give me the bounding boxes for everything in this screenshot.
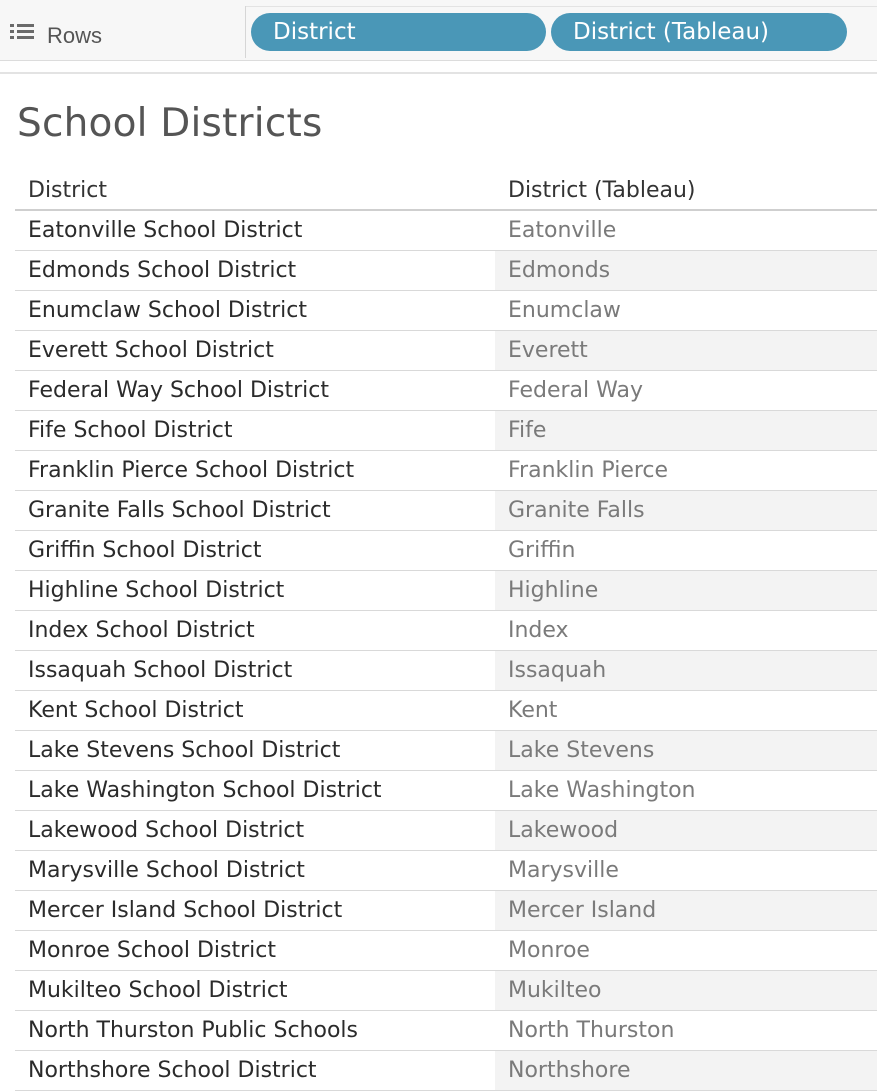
table-row[interactable] [15, 371, 877, 411]
district-name: Eatonville School District [28, 218, 303, 243]
district-tableau-name: Mukilteo [508, 978, 602, 1003]
district-cell[interactable] [15, 211, 495, 250]
district-tableau-name: Lakewood [508, 818, 619, 843]
district-tableau-name: Highline [508, 578, 599, 603]
district-pill[interactable]: District [251, 13, 546, 51]
table-row[interactable] [15, 531, 877, 571]
table-row[interactable] [15, 411, 877, 451]
district-tableau-name: Griffin [508, 538, 576, 563]
district-name: Lake Stevens School District [28, 738, 341, 763]
table-body [15, 211, 877, 1091]
district-name: Granite Falls School District [28, 498, 331, 523]
rows-list-icon [10, 24, 34, 40]
district-cell[interactable] [15, 691, 495, 730]
district-tableau-name: Federal Way [508, 378, 643, 403]
district-name: Everett School District [28, 338, 274, 363]
district-tableau-name: Granite Falls [508, 498, 645, 523]
district-name: Mercer Island School District [28, 898, 343, 923]
district-name: Lakewood School District [28, 818, 305, 843]
district-cell[interactable] [15, 931, 495, 970]
district-tableau-name: Northshore [508, 1058, 631, 1083]
district-cell[interactable] [15, 291, 495, 330]
table-row[interactable] [15, 1051, 877, 1091]
district-name: Fife School District [28, 418, 233, 443]
district-tableau-cell[interactable] [495, 851, 877, 890]
district-name: Northshore School District [28, 1058, 317, 1083]
district-name: Griffin School District [28, 538, 262, 563]
table-row[interactable] [15, 731, 877, 771]
district-tableau-cell[interactable] [495, 1051, 877, 1090]
district-cell[interactable] [15, 771, 495, 810]
district-cell[interactable] [15, 1011, 495, 1050]
district-tableau-cell[interactable] [495, 331, 877, 370]
district-tableau-cell[interactable] [495, 451, 877, 490]
district-cell[interactable] [15, 1051, 495, 1090]
district-tableau-cell[interactable] [495, 411, 877, 450]
table-row[interactable] [15, 691, 877, 731]
table-row[interactable] [15, 251, 877, 291]
district-name: Issaquah School District [28, 658, 293, 683]
district-cell[interactable] [15, 611, 495, 650]
district-tableau-name: Index [508, 618, 569, 643]
district-cell[interactable] [15, 851, 495, 890]
district-tableau-cell[interactable] [495, 891, 877, 930]
district-name: Franklin Pierce School District [28, 458, 355, 483]
rows-label: Rows [47, 23, 103, 48]
table-row[interactable] [15, 771, 877, 811]
district-name: North Thurston Public Schools [28, 1018, 358, 1043]
district-cell[interactable] [15, 731, 495, 770]
district-name: Marysville School District [28, 858, 305, 883]
header-district-tableau[interactable]: District (Tableau) [508, 178, 696, 203]
table-row[interactable] [15, 811, 877, 851]
district-tableau-name: North Thurston [508, 1018, 675, 1043]
district-name: Edmonds School District [28, 258, 297, 283]
district-name: Federal Way School District [28, 378, 330, 403]
district-tableau-cell[interactable] [495, 931, 877, 970]
district-name: Monroe School District [28, 938, 276, 963]
table-row[interactable] [15, 491, 877, 531]
district-tableau-name: Monroe [508, 938, 590, 963]
district-tableau-name: Franklin Pierce [508, 458, 669, 483]
district-tableau-name: Marysville [508, 858, 619, 883]
district-cell[interactable] [15, 891, 495, 930]
districts-table [15, 171, 877, 1091]
table-row[interactable] [15, 611, 877, 651]
table-row[interactable] [15, 651, 877, 691]
district-tableau-cell[interactable] [495, 291, 877, 330]
district-tableau-cell[interactable] [495, 731, 877, 770]
district-cell[interactable] [15, 971, 495, 1010]
district-tableau-pill[interactable]: District (Tableau) [551, 13, 847, 51]
district-cell[interactable] [15, 411, 495, 450]
rows-shelf [0, 0, 877, 61]
table-header [15, 171, 877, 211]
district-tableau-name: Everett [508, 338, 588, 363]
district-tableau-name: Lake Stevens [508, 738, 655, 763]
district-cell[interactable] [15, 531, 495, 570]
header-district[interactable]: District [28, 178, 108, 203]
district-tableau-name: Kent [508, 698, 558, 723]
district-tableau-cell[interactable] [495, 491, 877, 530]
table-row[interactable] [15, 331, 877, 371]
district-tableau-cell[interactable] [495, 691, 877, 730]
table-row[interactable] [15, 211, 877, 251]
district-tableau-cell[interactable] [495, 611, 877, 650]
district-tableau-cell[interactable] [495, 1011, 877, 1050]
district-tableau-cell[interactable] [495, 531, 877, 570]
district-tableau-cell[interactable] [495, 771, 877, 810]
district-tableau-name: Eatonville [508, 218, 617, 243]
district-cell[interactable] [15, 371, 495, 410]
rows-shelf-label [0, 6, 246, 58]
district-tableau-name: Fife [508, 418, 547, 443]
table-row[interactable] [15, 851, 877, 891]
table-row[interactable] [15, 1011, 877, 1051]
district-name: Mukilteo School District [28, 978, 288, 1003]
district-cell[interactable] [15, 571, 495, 610]
district-name: Highline School District [28, 578, 285, 603]
district-tableau-name: Edmonds [508, 258, 611, 283]
district-cell[interactable] [15, 651, 495, 690]
table-row[interactable] [15, 971, 877, 1011]
district-tableau-name: Enumclaw [508, 298, 621, 323]
district-tableau-name: Issaquah [508, 658, 607, 683]
district-cell[interactable] [15, 491, 495, 530]
district-name: Index School District [28, 618, 255, 643]
district-name: Lake Washington School District [28, 778, 382, 803]
district-tableau-cell[interactable] [495, 371, 877, 410]
district-tableau-cell[interactable] [495, 651, 877, 690]
district-tableau-cell[interactable] [495, 251, 877, 290]
sheet-title: School Districts [17, 101, 323, 146]
district-cell[interactable] [15, 811, 495, 850]
district-name: Enumclaw School District [28, 298, 307, 323]
district-tableau-name: Lake Washington [508, 778, 696, 803]
district-cell[interactable] [15, 451, 495, 490]
district-cell[interactable] [15, 251, 495, 290]
table-row[interactable] [15, 291, 877, 331]
table-row[interactable] [15, 451, 877, 491]
shelf-bottom-divider [0, 72, 877, 74]
district-cell[interactable] [15, 331, 495, 370]
district-tableau-name: Mercer Island [508, 898, 657, 923]
table-row[interactable] [15, 931, 877, 971]
district-tableau-cell[interactable] [495, 571, 877, 610]
table-row[interactable] [15, 891, 877, 931]
district-tableau-cell[interactable] [495, 971, 877, 1010]
district-name: Kent School District [28, 698, 244, 723]
district-tableau-cell[interactable] [495, 211, 877, 250]
table-row[interactable] [15, 571, 877, 611]
district-tableau-cell[interactable] [495, 811, 877, 850]
